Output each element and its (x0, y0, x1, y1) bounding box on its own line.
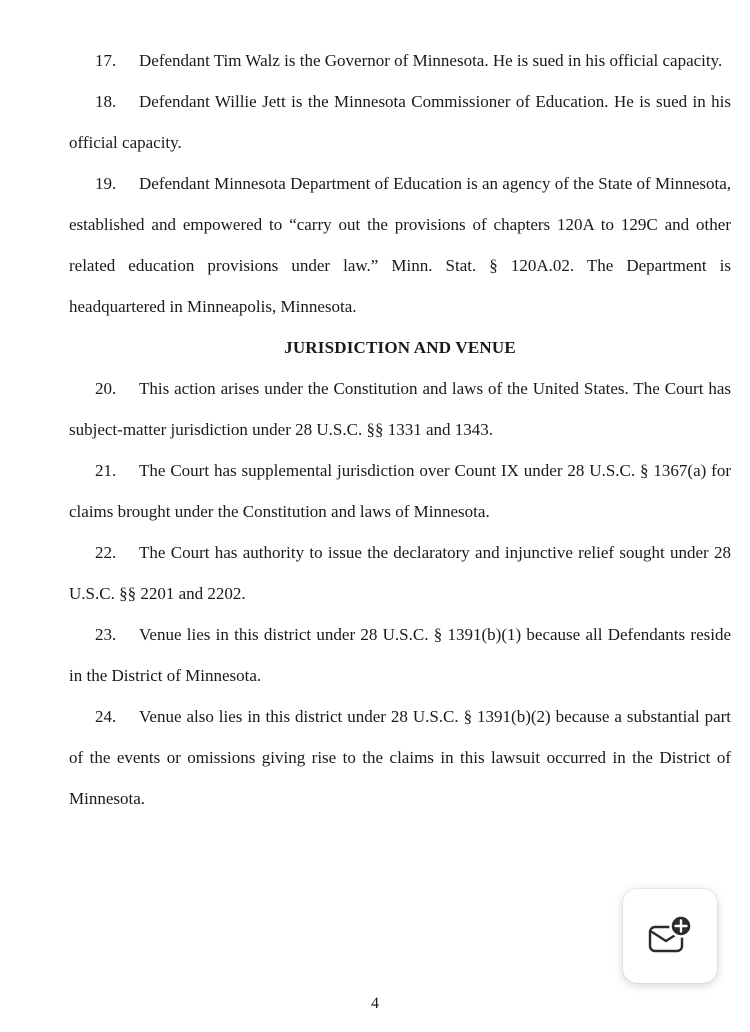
paragraph-21 (69, 450, 731, 532)
floating-action-button[interactable] (623, 889, 717, 983)
paragraph-text: Defendant Minnesota Department of Education is an agency of the State of Minnesota, established and empowered to “carry out the provisions of chapters 120A to 129C and other related education provisions under law.” Minn. Stat. § 120A.02. The Department is headquartered in Minneapolis, Minnesota. (69, 174, 731, 316)
section-heading: JURISDICTION AND VENUE (284, 338, 516, 357)
paragraph-23 (69, 614, 731, 696)
envelope-add-icon (646, 914, 694, 958)
paragraph-17 (69, 40, 731, 81)
paragraph-text: The Court has supplemental jurisdiction over Count IX under 28 U.S.C. § 1367(a) for claims brought under the Constitution and laws of Minnesota. (69, 461, 731, 521)
paragraph-text: Defendant Willie Jett is the Minnesota Commissioner of Education. He is sued in his official capacity. (69, 92, 731, 152)
paragraph-number: 17. (95, 51, 117, 70)
paragraph-text: The Court has authority to issue the declaratory and injunctive relief sought under 28 U.S.C. §§ 2201 and 2202. (69, 543, 731, 603)
paragraph-text: This action arises under the Constitution and laws of the United States. The Court has subject-matter jurisdiction under 28 U.S.C. §§ 1331 and 1343. (69, 379, 731, 439)
paragraph-number: 20. (95, 379, 117, 398)
paragraph-number: 18. (95, 92, 117, 111)
paragraph-number: 23. (95, 625, 117, 644)
paragraph-number: 21. (95, 461, 117, 480)
document-page (69, 40, 731, 819)
paragraph-24 (69, 696, 731, 819)
paragraph-18 (69, 81, 731, 163)
paragraph-text: Venue lies in this district under 28 U.S.C. § 1391(b)(1) because all Defendants reside in the District of Minnesota. (69, 625, 731, 685)
paragraph-number: 24. (95, 707, 117, 726)
paragraph-text: Venue also lies in this district under 28 U.S.C. § 1391(b)(2) because a substantial part of the events or omissions giving rise to the claims in this lawsuit occurred in the District of Minnesota. (69, 707, 731, 808)
paragraph-20 (69, 368, 731, 450)
paragraph-number: 22. (95, 543, 117, 562)
page-number: 4 (371, 995, 379, 1012)
paragraph-19 (69, 163, 731, 327)
paragraph-22 (69, 532, 731, 614)
paragraph-text: Defendant Tim Walz is the Governor of Minnesota. He is sued in his official capacity. (139, 51, 723, 70)
paragraph-number: 19. (95, 174, 117, 193)
